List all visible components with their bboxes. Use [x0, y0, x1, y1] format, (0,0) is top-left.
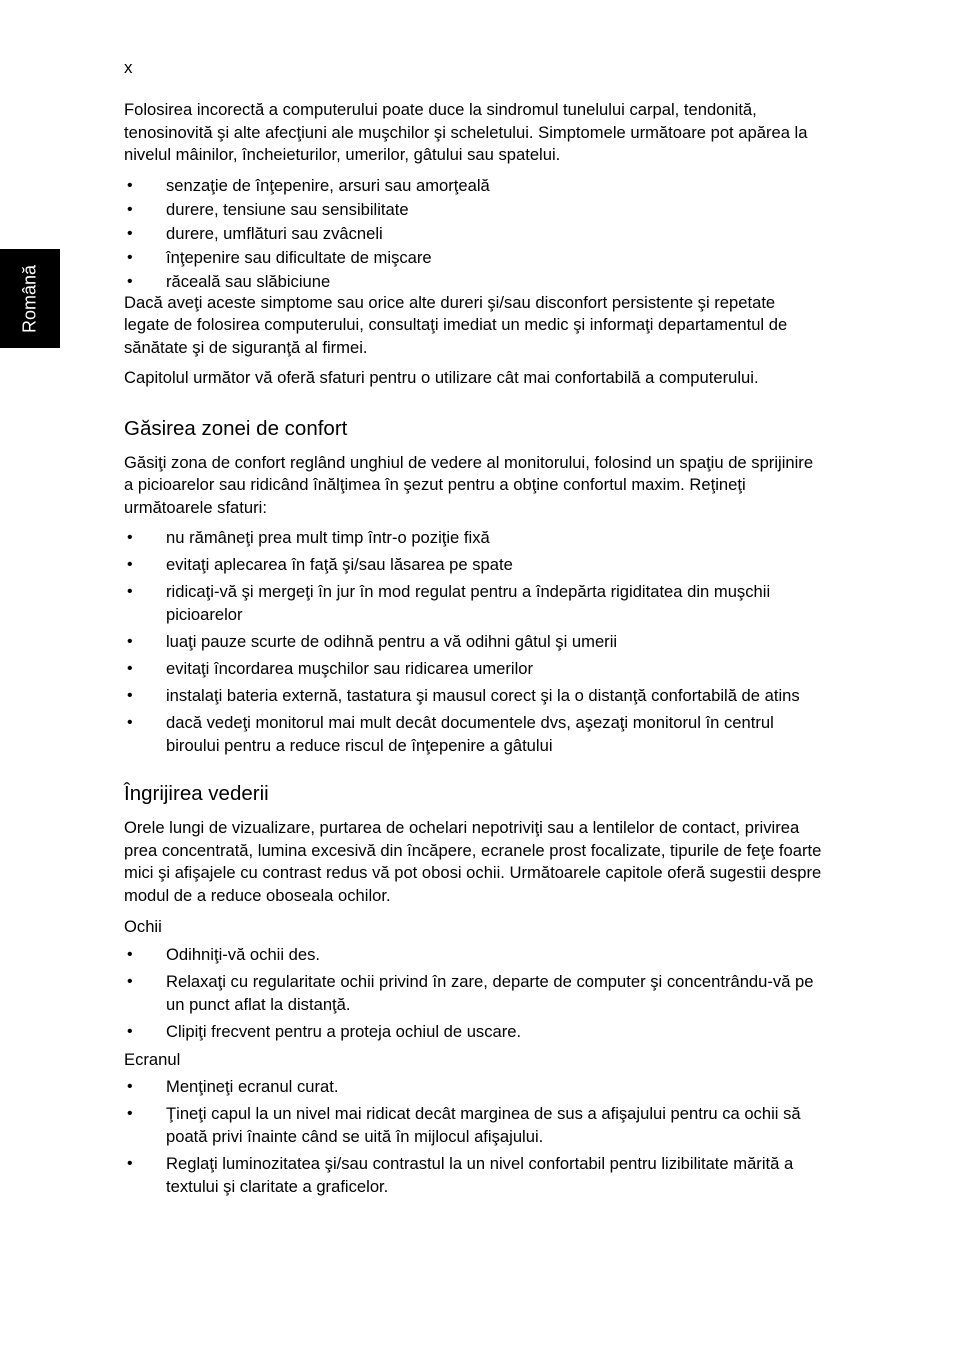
list-item: • evitaţi încordarea muşchilor sau ridicarea umerilor [124, 657, 824, 680]
vision-paragraph: Orele lungi de vizualizare, purtarea de ochelari nepotriviţi sau a lentilelor de contact, privirea prea concentrată, lumina excesivă din încăpere, ecranele prost focalizate, tipurile de feţe foarte mici şi afişajele cu contrast redus vă pot obosi ochii. Următoarele capitole oferă sugestii despre modul de a reduce oboseala ochilor. [124, 818, 822, 905]
eyes-tips-list [124, 943, 824, 1043]
comfort-heading: Găsirea zonei de confort [124, 416, 348, 440]
screen-label: Ecranul [124, 1049, 181, 1069]
eyes-label: Ochii [124, 917, 162, 936]
list-item: • Ţineţi capul la un nivel mai ridicat decât marginea de sus a afişajului pentru ca ochii să poată privi înainte când se uită în mijlocul afişajului. [124, 1102, 824, 1148]
comfort-tips-list [124, 526, 824, 757]
intro-paragraph: Folosirea incorectă a computerului poate duce la sindromul tunelului carpal, tendonită, tenosinovită şi alte afecţiuni ale muşchilor şi scheletului. Simptomele următoare pot apărea la nivelul mâinilor, încheieturilor, umerilor, gâtului sau spatelui. [124, 100, 808, 164]
page-number: x [124, 58, 133, 77]
list-item: • Relaxaţi cu regularitate ochii privind în zare, departe de computer şi concentrându-vă pe un punct aflat la distanţă. [124, 970, 824, 1016]
advice-paragraph: Dacă aveţi aceste simptome sau orice alte dureri şi/sau disconfort persistente şi repetate legate de folosirea computerului, consultaţi imediat un medic şi informaţi departamentul de sănătate şi de siguranţă al firmei. [124, 292, 788, 357]
vision-heading: Îngrijirea vederii [124, 782, 269, 805]
list-item: • răceală sau slăbiciune [124, 270, 824, 293]
list-item: • Clipiţi frecvent pentru a proteja ochiul de uscare. [124, 1020, 824, 1043]
list-item: • Reglaţi luminozitatea şi/sau contrastul la un nivel confortabil pentru lizibilitate mărită a textului şi claritate a graficelor. [124, 1152, 824, 1198]
list-item: • luaţi pauze scurte de odihnă pentru a vă odihni gâtul şi umerii [124, 630, 824, 653]
screen-tips-list [124, 1075, 824, 1198]
page-content [124, 99, 824, 1202]
list-item: • dacă vedeţi monitorul mai mult decât documentele dvs, aşezaţi monitorul în centrul biroului pentru a reduce riscul de înţepenire a gâtului [124, 711, 824, 757]
list-item: • ridicaţi-vă şi mergeţi în jur în mod regulat pentru a îndepărta rigiditatea din muşchii picioarelor [124, 580, 824, 626]
symptoms-list [124, 174, 824, 293]
list-item: • evitaţi aplecarea în faţă şi/sau lăsarea pe spate [124, 553, 824, 576]
language-tab-label: Română [19, 264, 40, 333]
list-item: • senzaţie de înţepenire, arsuri sau amorţeală [124, 174, 824, 197]
next-chapter-paragraph: Capitolul următor vă oferă sfaturi pentru o utilizare cât mai confortabilă a computerului. [124, 368, 759, 387]
list-item: • nu rămâneţi prea mult timp într-o poziţie fixă [124, 526, 824, 549]
list-item: • durere, umflături sau zvâcneli [124, 222, 824, 245]
list-item: • Odihniţi-vă ochii des. [124, 943, 824, 966]
language-tab [0, 249, 60, 348]
comfort-paragraph: Găsiţi zona de confort reglând unghiul de vedere al monitorului, folosind un spaţiu de sprijinire a picioarelor sau ridicând înălţimea în şezut pentru a obţine confortul maxim. Reţineţi următoarele sfaturi: [124, 452, 814, 517]
list-item: • înţepenire sau dificultate de mişcare [124, 246, 824, 269]
list-item: • Menţineţi ecranul curat. [124, 1075, 824, 1098]
list-item: • durere, tensiune sau sensibilitate [124, 198, 824, 221]
list-item: • instalaţi bateria externă, tastatura şi mausul corect şi la o distanţă confortabilă de atins [124, 684, 824, 707]
